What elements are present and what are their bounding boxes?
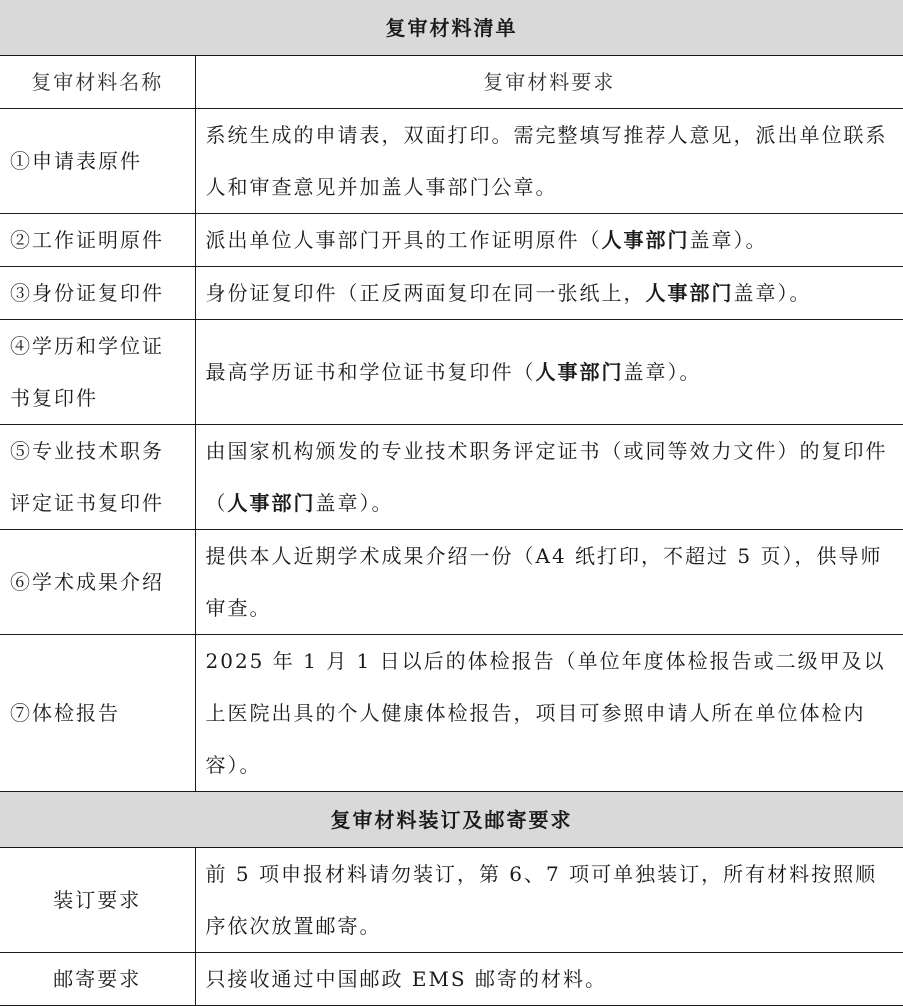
section-header-row: [0, 792, 903, 848]
table-row: [0, 425, 903, 530]
section-title-checklist: 复审材料清单: [0, 0, 903, 56]
material-requirement: [195, 320, 903, 425]
material-name: ①申请表原件: [0, 109, 195, 214]
column-header-requirement: 复审材料要求: [195, 56, 903, 109]
table-row: [0, 848, 903, 953]
section-header-row: [0, 0, 903, 56]
requirement-bold-text: 人事部门: [535, 360, 624, 384]
table-row: [0, 109, 903, 214]
material-requirement: 系统生成的申请表，双面打印。需完整填写推荐人意见，派出单位联系人和审查意见并加盖人事部门公章。: [195, 109, 903, 214]
section-title-binding-mailing: 复审材料装订及邮寄要求: [0, 792, 903, 848]
material-name: ⑦体检报告: [0, 635, 195, 792]
requirement-bold-text: 人事部门: [227, 491, 316, 515]
requirement-bold-text: 人事部门: [601, 228, 690, 252]
material-name: ⑥学术成果介绍: [0, 530, 195, 635]
material-requirement: 2025 年 1 月 1 日以后的体检报告（单位年度体检报告或二级甲及以上医院出具的个人健康体检报告，项目可参照申请人所在单位体检内容）。: [195, 635, 903, 792]
material-requirement: [195, 214, 903, 267]
table-row: [0, 635, 903, 792]
requirement-text: 身份证复印件（正反两面复印在同一张纸上，: [205, 281, 646, 305]
requirement-text: 最高学历证书和学位证书复印件（: [205, 360, 536, 384]
requirement-name: 邮寄要求: [0, 953, 195, 1006]
requirement-detail: 前 5 项申报材料请勿装订，第 6、7 项可单独装订，所有材料按照顺序依次放置邮寄。: [195, 848, 903, 953]
material-requirement: [195, 267, 903, 320]
requirement-text: 盖章）。: [315, 491, 394, 515]
requirement-detail: 只接收通过中国邮政 EMS 邮寄的材料。: [195, 953, 903, 1006]
material-name: ④学历和学位证书复印件: [0, 320, 195, 425]
table-row: [0, 214, 903, 267]
column-header-name: 复审材料名称: [0, 56, 195, 109]
material-requirement: 提供本人近期学术成果介绍一份（A4 纸打印，不超过 5 页），供导师审查。: [195, 530, 903, 635]
requirement-text: 盖章）。: [689, 228, 768, 252]
requirement-bold-text: 人事部门: [645, 281, 734, 305]
requirement-name: 装订要求: [0, 848, 195, 953]
requirement-text: 由国家机构颁发的专业技术职务评定证书（或同等效力文件）的复印件（: [205, 439, 888, 515]
column-header-row: [0, 56, 903, 109]
table-row: [0, 267, 903, 320]
requirement-text: 盖章）。: [623, 360, 702, 384]
table-row: [0, 530, 903, 635]
material-name: ③身份证复印件: [0, 267, 195, 320]
requirement-text: 派出单位人事部门开具的工作证明原件（: [205, 228, 602, 252]
requirement-text: 盖章）。: [733, 281, 812, 305]
material-requirement: [195, 425, 903, 530]
table-row: [0, 953, 903, 1006]
table-row: [0, 320, 903, 425]
material-name: ⑤专业技术职务评定证书复印件: [0, 425, 195, 530]
material-name: ②工作证明原件: [0, 214, 195, 267]
